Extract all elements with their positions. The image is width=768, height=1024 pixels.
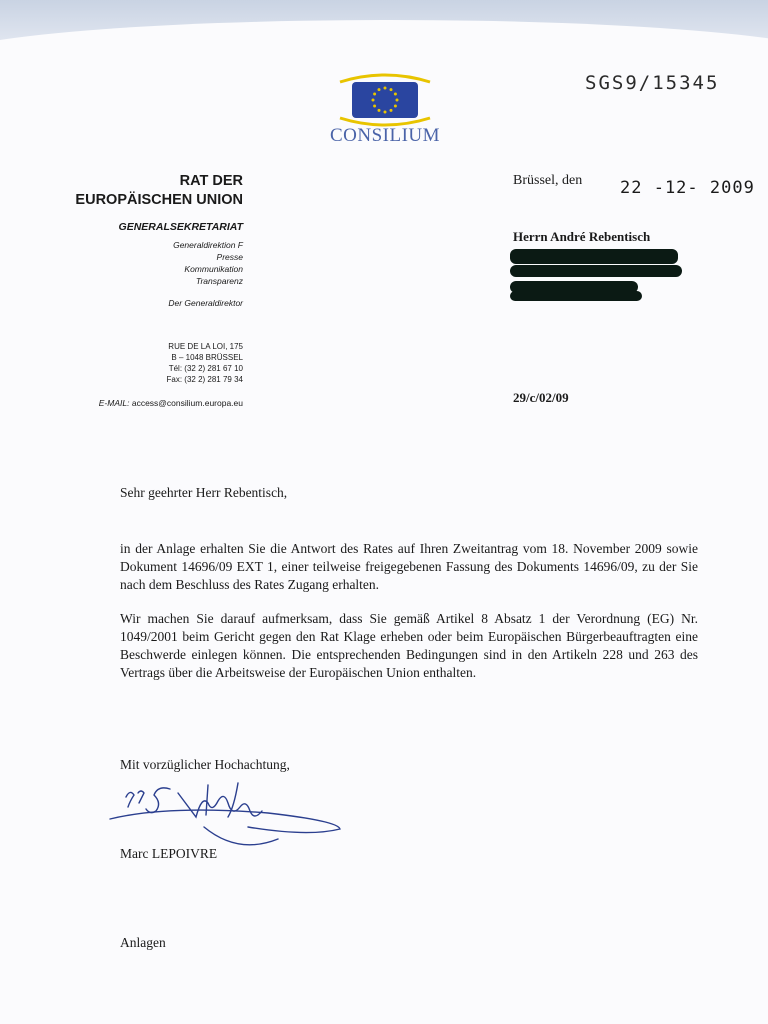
department-line: Kommunikation [184, 264, 243, 274]
recipient-name: Herrn André Rebentisch [513, 229, 651, 244]
salutation: Sehr geehrter Herr Rebentisch, [120, 485, 288, 500]
department-line: Generaldirektion F [173, 240, 243, 250]
director-title: Der Generaldirektor [168, 298, 243, 308]
sender-email [99, 398, 243, 408]
consilium-wordmark: CONSILIUM [329, 125, 441, 146]
redacted-address-line-4 [510, 291, 642, 301]
address-line: Tél: (32 2) 281 67 10 [168, 364, 243, 373]
sender-address [167, 341, 244, 385]
sender-organization [75, 172, 243, 210]
email-address: access@consilium.europa.eu [131, 398, 243, 408]
address-line: RUE DE LA LOI, 175 [168, 342, 243, 351]
address-line: Fax: (32 2) 281 79 34 [166, 375, 243, 384]
department-line: Transparenz [195, 276, 243, 286]
date-stamp: 22 -12- 2009 [620, 178, 755, 198]
body-paragraph-2: Wir machen Sie darauf aufmerksam, dass Sie gemäß Artikel 8 Absatz 1 der Verordnung (EG) Nr. 1049/2001 beim Gericht gegen den Rat Klage erheben oder beim Europäischen Bürgerbeauftragten eine Beschwerde einlegen können. Die entsprechenden Bedingungen sind in den Artikeln 228 und 263 des Vertrags über die Arbeitsweise der Europäischen Union enthalten. [120, 611, 698, 680]
department-list [173, 239, 243, 287]
email-label: E-MAIL: [98, 398, 130, 408]
signer-name: Marc LEPOIVRE [120, 846, 218, 861]
place-date-label: Brüssel, den [513, 173, 583, 188]
enclosures-note: Anlagen [120, 935, 166, 950]
reference-number: 29/c/02/09 [513, 390, 569, 405]
closing-formula: Mit vorzüglicher Hochachtung, [120, 757, 290, 772]
department-line: Presse [216, 252, 243, 262]
secretariat-heading: GENERALSEKRETARIAT [118, 221, 243, 233]
org-line-1: RAT DER [179, 173, 243, 189]
redacted-address-line-2 [510, 265, 682, 277]
body-paragraph-1: in der Anlage erhalten Sie die Antwort des Rates auf Ihren Zweitantrag vom 18. November 2009 sowie Dokument 14696/09 EXT 1, einer teilweise freigegebenen Fassung des Dokuments 14696/09, zu der Sie nach dem Beschluss des Rates Zugang erhalten. [120, 541, 698, 592]
org-line-2: EUROPÄISCHEN UNION [75, 192, 243, 208]
serial-number-stamp: SGS9/15345 [585, 72, 720, 94]
address-line: B – 1048 BRÜSSEL [171, 353, 243, 362]
redacted-address-line-1 [510, 249, 678, 264]
